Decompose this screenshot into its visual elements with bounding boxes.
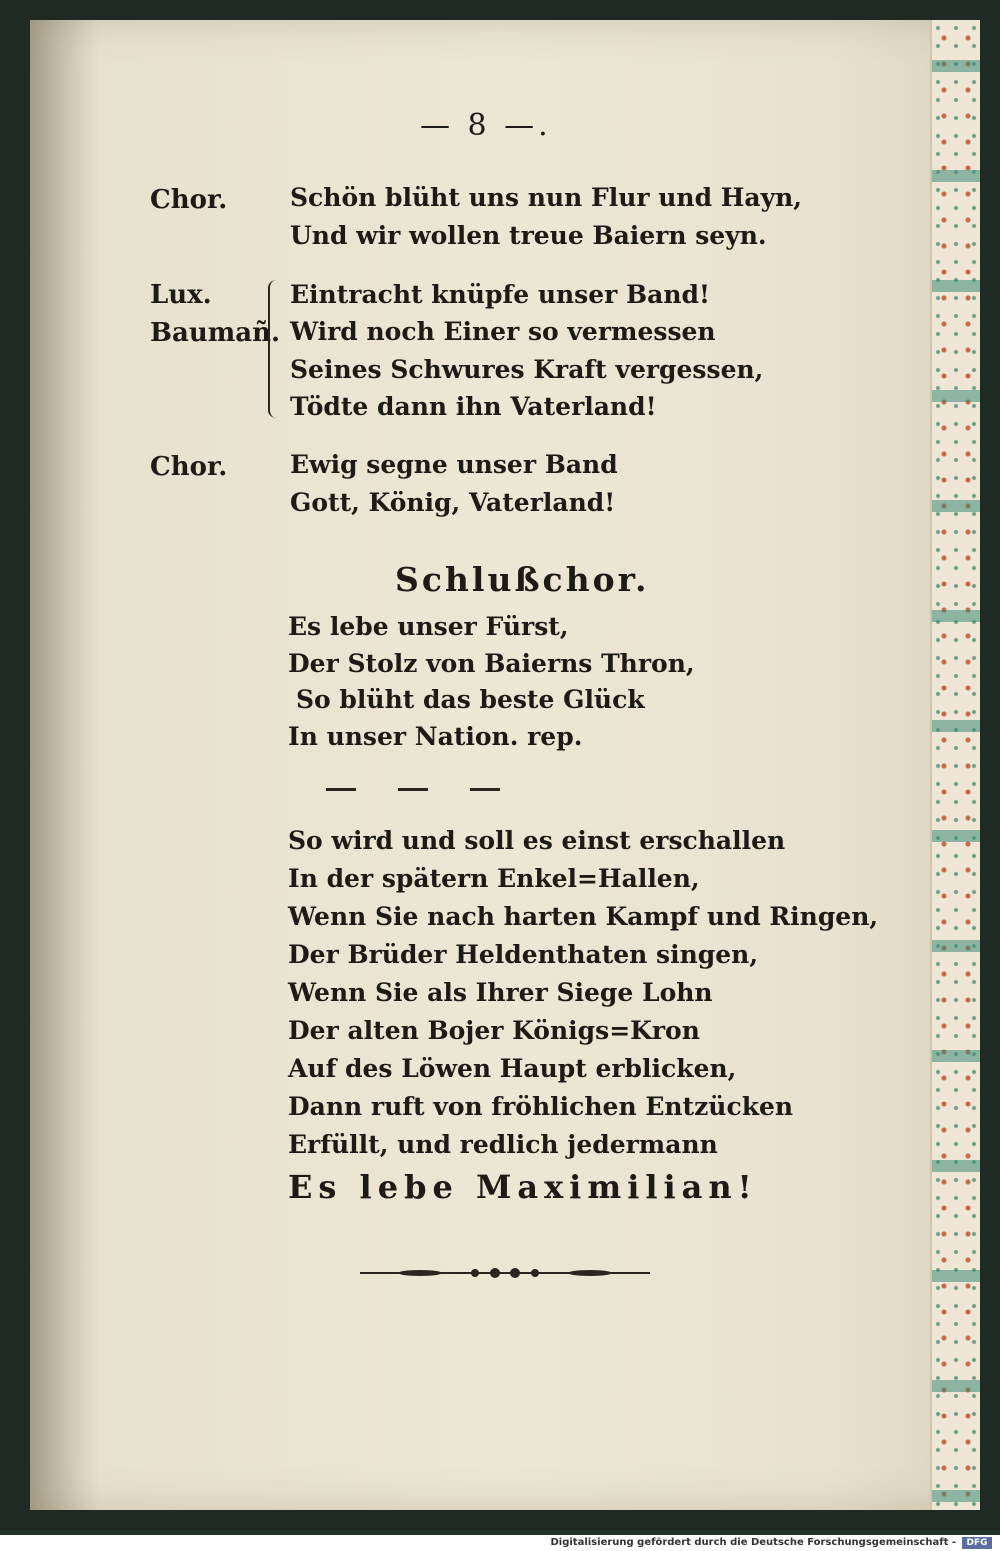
verse-line: Auf des Löwen Haupt erblicken, (288, 1054, 737, 1083)
verse-line: In unser Nation. rep. (288, 722, 583, 751)
verse-line: Gott, König, Vaterland! (290, 488, 616, 517)
page-number: — 8 —. (420, 108, 552, 143)
separator-dash (470, 788, 500, 791)
decorative-endpaper (930, 20, 980, 1510)
verse-line: Erfüllt, und redlich jedermann (288, 1130, 718, 1159)
verse-line: So blüht das beste Glück (296, 685, 645, 714)
section-heading: Schlußchor. (395, 560, 650, 599)
verse-line: In der spätern Enkel=Hallen, (288, 864, 700, 893)
gutter-shadow (30, 20, 100, 1510)
verse-line: Wenn Sie nach harten Kampf und Ringen, (288, 902, 879, 931)
verse-line: Der Stolz von Baierns Thron, (288, 649, 695, 678)
end-ornament (360, 1266, 650, 1280)
separator-dash (326, 788, 356, 791)
speaker-chor-2: Chor. (150, 452, 228, 482)
verse-line: Wird noch Einer so vermessen (290, 317, 716, 346)
verse-line: Der Brüder Heldenthaten singen, (288, 940, 759, 969)
separator-dash (398, 788, 428, 791)
verse-line: Ewig segne unser Band (290, 450, 618, 479)
verse-line: Der alten Bojer Königs=Kron (288, 1016, 700, 1045)
speaker-brace (268, 280, 282, 418)
speaker-chor-1: Chor. (150, 185, 228, 215)
verse-line: Tödte dann ihn Vaterland! (290, 392, 657, 421)
verse-line: Dann ruft von fröhlichen Entzücken (288, 1092, 794, 1121)
verse-line: Es lebe unser Fürst, (288, 612, 569, 641)
dfg-logo: DFG (962, 1537, 992, 1549)
verse-line: Seines Schwures Kraft vergessen, (290, 355, 764, 384)
verse-line: Wenn Sie als Ihrer Siege Lohn (288, 978, 713, 1007)
verse-line: Eintracht knüpfe unser Band! (290, 280, 710, 309)
verse-line: Schön blüht uns nun Flur und Hayn, (290, 183, 803, 212)
speaker-lux: Lux. (150, 280, 212, 310)
funding-notice: Digitalisierung gefördert durch die Deutsche Forschungsgemeinschaft - (550, 1537, 956, 1548)
closing-line: Es lebe Maximilian! (288, 1168, 758, 1206)
speaker-baumann: Baumañ. (150, 318, 281, 348)
verse-line: So wird und soll es einst erschallen (288, 826, 786, 855)
verse-line: Und wir wollen treue Baiern seyn. (290, 221, 767, 250)
